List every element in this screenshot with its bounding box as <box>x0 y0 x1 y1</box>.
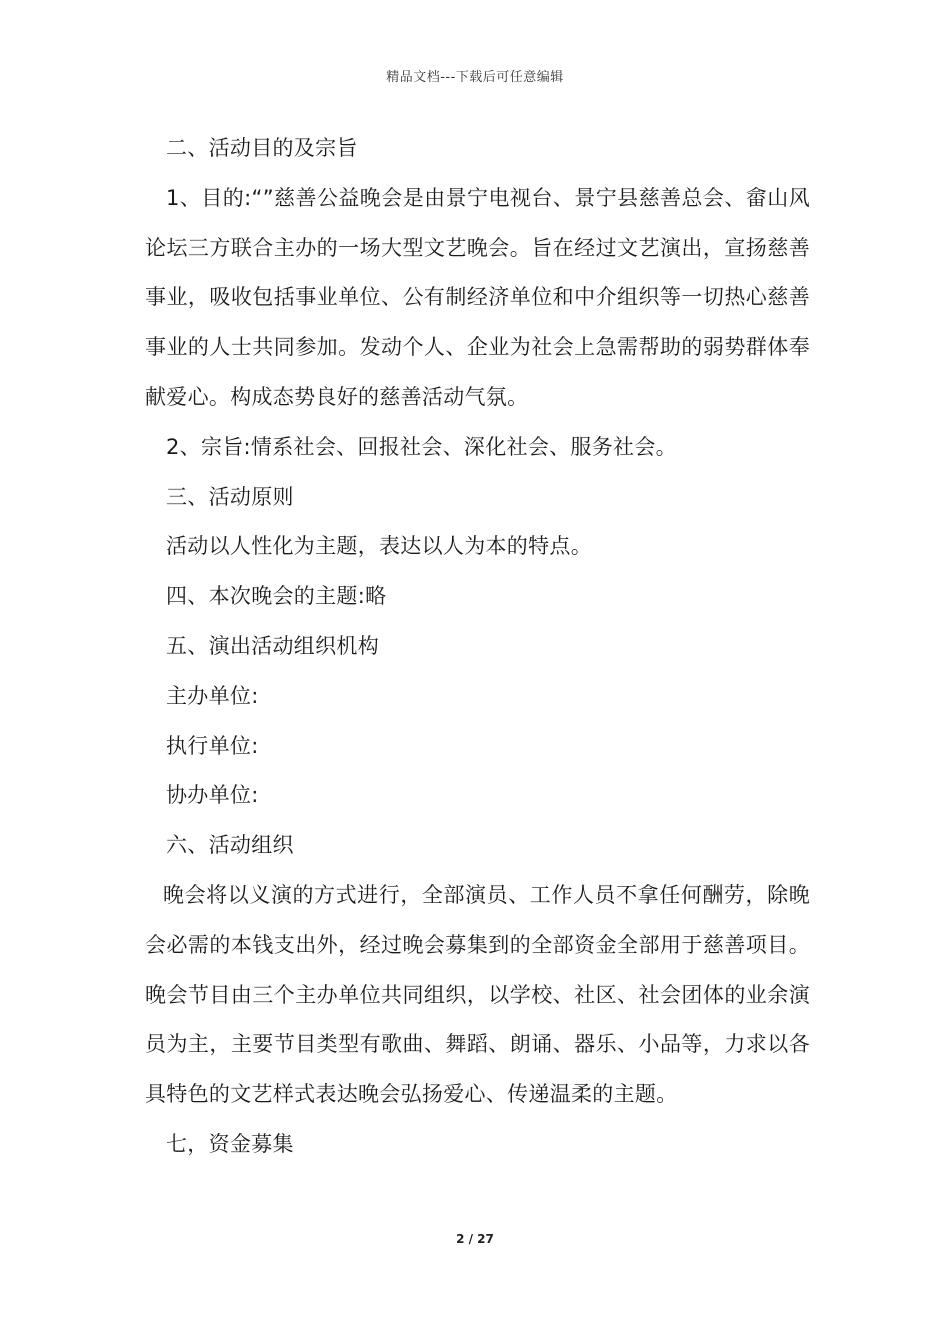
section-heading-purpose: 二、活动目的及宗旨 <box>166 136 358 160</box>
section-heading-principle: 三、活动原则 <box>166 484 294 509</box>
organizer-line: 主办单位: <box>166 683 259 708</box>
paragraph-tenet: 2、宗旨:情系社会、回报社会、深化社会、服务社会。 <box>166 434 677 459</box>
paragraph-principle: 活动以人性化为主题，表达以人为本的特点。 <box>166 534 592 559</box>
document-body <box>145 124 810 1170</box>
page-header: 精品文档---下载后可任意编辑 <box>386 70 564 85</box>
section-heading-theme: 四、本次晚会的主题:略 <box>166 584 387 609</box>
co-organizer-line: 协办单位: <box>166 783 259 808</box>
page-number: 2 / 27 <box>456 1232 494 1246</box>
paragraph-activity: 晚会将以义演的方式进行，全部演员、工作人员不拿任何酬劳，除晚会必需的本钱支出外，经过晚会募集到的全部资金全部用于慈善项目。晚会节目由三个主办单位共同组织，以学校、社区、社会团体的业余演员为主，主要节目类型有歌曲、舞蹈、朗诵、器乐、小品等，力求以各具特色的文艺样式表达晚会弘扬爱心、传递温柔的主题。 <box>145 882 810 1107</box>
paragraph-purpose: 1、目的:“”慈善公益晚会是由景宁电视台、景宁县慈善总会、畲山风论坛三方联合主办的一场大型文艺晚会。旨在经过文艺演出，宣扬慈善事业，吸收包括事业单位、公有制经济单位和中介组织等一切热心慈善事业的人士共同参加。发动个人、企业为社会上急需帮助的弱势群体奉献爱心。构成态势良好的慈善活动气氛。 <box>145 185 810 409</box>
section-heading-organization: 五、演出活动组织机构 <box>166 633 379 658</box>
executor-line: 执行单位: <box>166 733 259 758</box>
section-heading-activity: 六、活动组织 <box>166 833 294 858</box>
section-heading-fundraising: 七，资金募集 <box>166 1131 294 1156</box>
